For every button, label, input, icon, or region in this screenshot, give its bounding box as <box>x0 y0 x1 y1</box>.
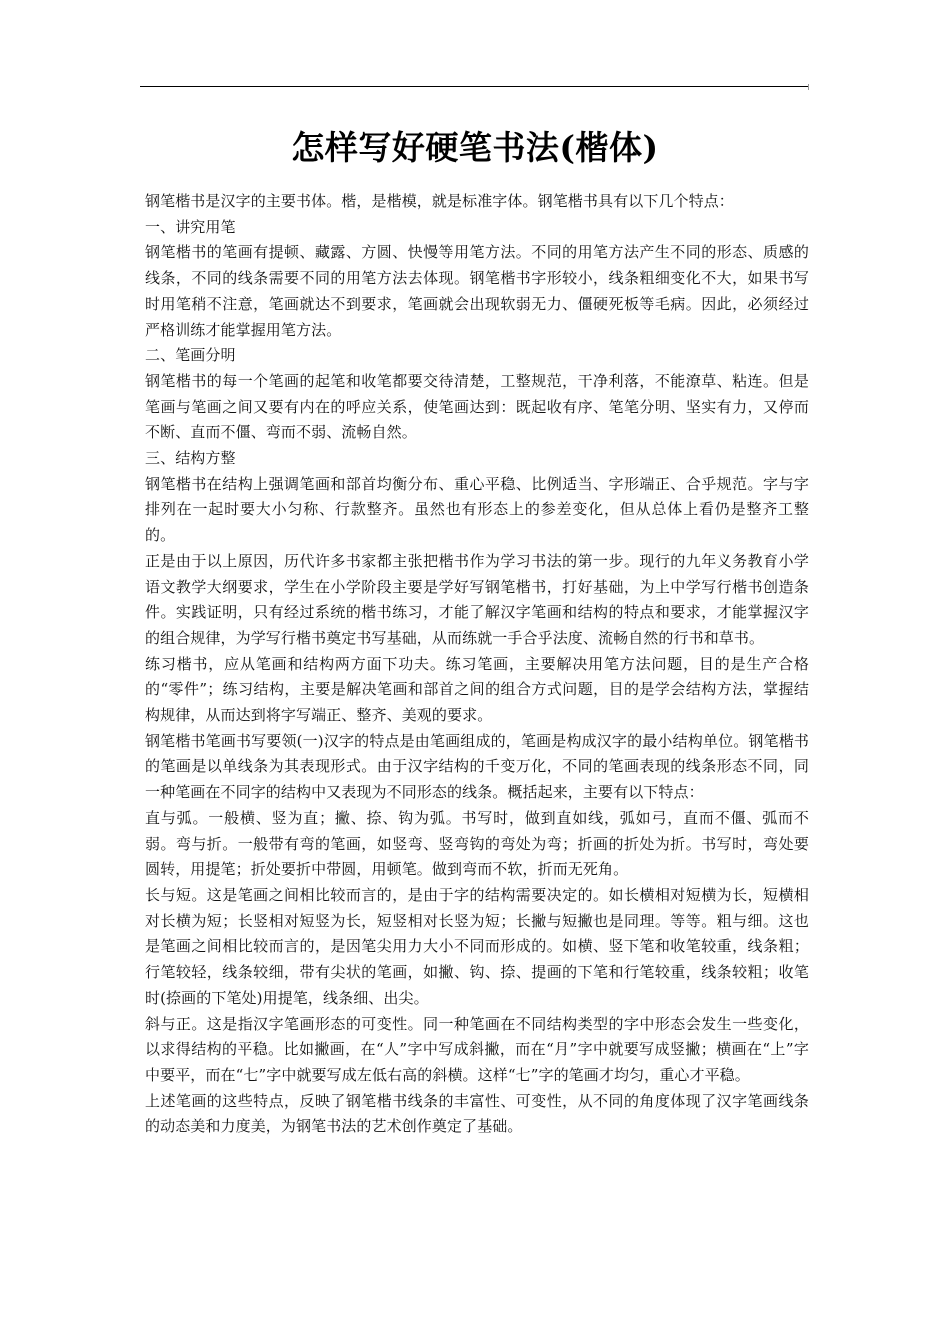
paragraph-distinct-strokes: 钢笔楷书的每一个笔画的起笔和收笔都要交待清楚，工整规范，干净利落，不能潦草、粘连。但是笔画与笔画之间又要有内在的呼应关系，使笔画达到：既起收有序、笔笔分明、坚实有力，又停而不断、直而不僵、弯而不弱、流畅自然。 <box>145 371 809 442</box>
section-heading-3: 三、结构方整 <box>145 449 236 468</box>
paragraph-history: 正是由于以上原因，历代许多书家都主张把楷书作为学习书法的第一步。现行的九年义务教育小学语文教学大纲要求，学生在小学阶段主要是学好写钢笔楷书，打好基础，为上中学写行楷书创造条件。实践证明，只有经过系统的楷书练习，才能了解汉字笔画和结构的特点和要求，才能掌握汉字的组合规律，为学写行楷书奠定书写基础，从而练就一手合乎法度、流畅自然的行书和草书。 <box>145 551 809 647</box>
paragraph-intro: 钢笔楷书是汉字的主要书体。楷，是楷模，就是标准字体。钢笔楷书具有以下几个特点： <box>145 192 734 210</box>
header-rule <box>140 86 808 87</box>
section-heading-1: 一、讲究用笔 <box>145 217 236 236</box>
paragraph-stroke-essentials: 钢笔楷书笔画书写要领(一)汉字的特点是由笔画组成的，笔画是构成汉字的最小结构单位。钢笔楷书的笔画是以单线条为其表现形式。由于汉字结构的千变万化，不同的笔画表现的线条形态不同，同一种笔画在不同字的结构中又表现为不同形态的线条。概括起来，主要有以下特点： <box>145 731 809 802</box>
document-body <box>145 189 809 1140</box>
paragraph-practice: 练习楷书，应从笔画和结构两方面下功夫。练习笔画，主要解决用笔方法问题，目的是生产合格的“零件”；练习结构，主要是解决笔画和部首之间的组合方式问题，目的是学会结构方法，掌握结构规律，从而达到将字写端正、整齐、美观的要求。 <box>145 654 809 725</box>
header-rule-end-mark <box>808 84 809 90</box>
paragraph-slanted-upright: 斜与正。这是指汉字笔画形态的可变性。同一种笔画在不同结构类型的字中形态会发生一些变化，以求得结构的平稳。比如撇画，在“人”字中写成斜撇，而在“月”字中就要写成竖撇；横画在“上”字中要平，而在“七”字中就要写成左低右高的斜横。这样“七”字的笔画才均匀，重心才平稳。 <box>145 1014 809 1084</box>
section-heading-2: 二、笔画分明 <box>145 346 236 365</box>
paragraph-long-short: 长与短。这是笔画之间相比较而言的，是由于字的结构需要决定的。如长横相对短横为长，短横相对长横为短；长竖相对短竖为长，短竖相对长竖为短；长撇与短撇也是同理。等等。粗与细。这也是笔画之间相比较而言的，是因笔尖用力大小不同而形成的。如横、竖下笔和收笔较重，线条粗；行笔较轻，线条较细，带有尖状的笔画，如撇、钩、捺、提画的下笔和行笔较重，线条较粗；收笔时(捺画的下笔处)用提笔，线条细、出尖。 <box>145 885 809 1007</box>
document-title: 怎样写好硬笔书法(楷体) <box>291 128 659 168</box>
paragraph-structure: 钢笔楷书在结构上强调笔画和部首均衡分布、重心平稳、比例适当、字形端正、合乎规范。字与字排列在一起时要大小匀称、行款整齐。虽然也有形态上的参差变化，但从总体上看仍是整齐工整的。 <box>145 474 809 545</box>
paragraph-brush-technique: 钢笔楷书的笔画有提顿、藏露、方圆、快慢等用笔方法。不同的用笔方法产生不同的形态、质感的线条，不同的线条需要不同的用笔方法去体现。钢笔楷书字形较小，线条粗细变化不大，如果书写时用笔稍不注意，笔画就达不到要求，笔画就会出现软弱无力、僵硬死板等毛病。因此，必须经过严格训练才能掌握用笔方法。 <box>145 243 809 339</box>
paragraph-conclusion: 上述笔画的这些特点，反映了钢笔楷书线条的丰富性、可变性，从不同的角度体现了汉字笔画线条的动态美和力度美，为钢笔书法的艺术创作奠定了基础。 <box>145 1091 809 1136</box>
paragraph-straight-curved: 直与弧。一般横、竖为直；撇、捺、钩为弧。书写时，做到直如线，弧如弓，直而不僵、弧而不弱。弯与折。一般带有弯的笔画，如竖弯、竖弯钩的弯处为弯；折画的折处为折。书写时，弯处要圆转，用提笔；折处要折中带圆，用顿笔。做到弯而不软，折而无死角。 <box>145 808 809 879</box>
